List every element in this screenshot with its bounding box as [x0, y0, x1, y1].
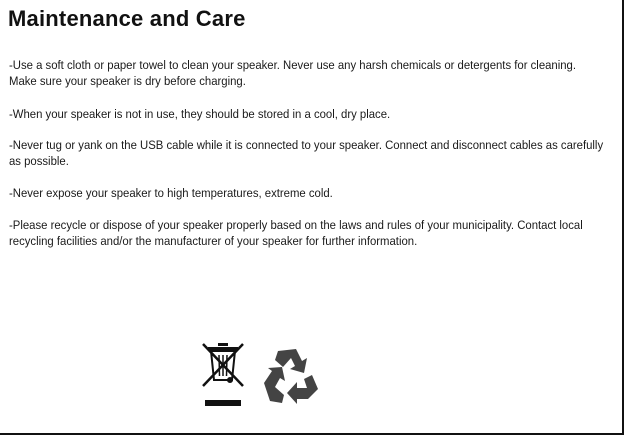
care-paragraph-storage: -When your speaker is not in use, they should be stored in a cool, dry place. — [9, 107, 391, 121]
care-paragraph-cleaning: -Use a soft cloth or paper towel to clean your speaker. Never use any harsh chemicals or detergents for cleaning. Make sure your speaker is dry before charging. — [9, 58, 577, 88]
recycle-icon — [260, 345, 320, 405]
care-paragraph-temperature: -Never expose your speaker to high temperatures, extreme cold. — [9, 186, 333, 200]
care-paragraph-usb-cable: -Never tug or yank on the USB cable while it is connected to your speaker. Connect and disconnect cables as carefully as possible. — [9, 138, 604, 168]
crossed-out-bin-icon — [199, 340, 247, 410]
page-title: Maintenance and Care — [8, 6, 246, 31]
care-paragraph-recycling: -Please recycle or dispose of your speaker properly based on the laws and rules of your municipality. Contact local recycling facilities and/or the manufacturer of your speaker for further information. — [9, 218, 583, 248]
